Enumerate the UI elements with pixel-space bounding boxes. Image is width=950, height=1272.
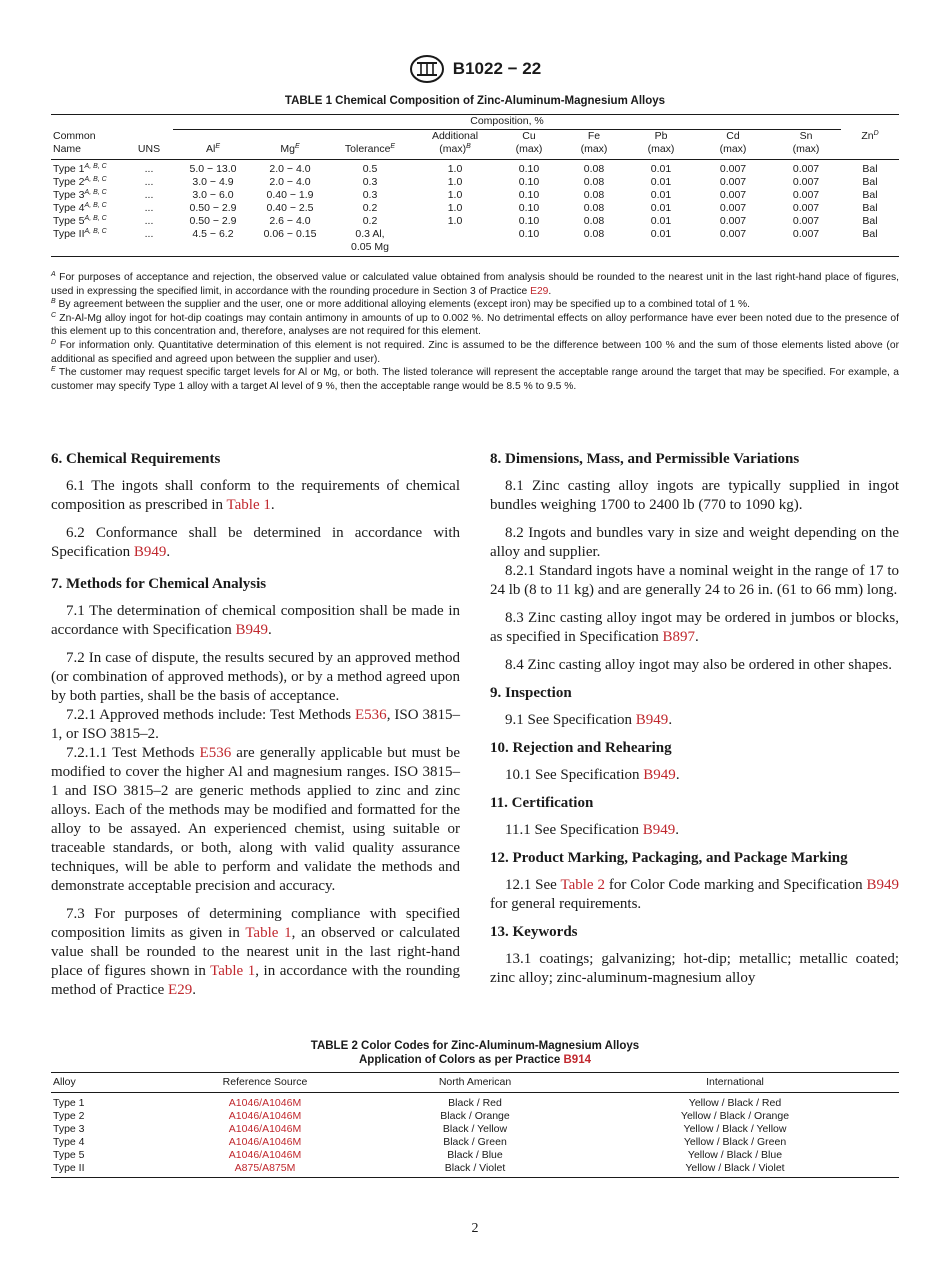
link-table-1[interactable]: Table 1	[245, 925, 292, 941]
table2-col-international: International	[571, 1073, 899, 1093]
link-e536[interactable]: E536	[199, 745, 232, 761]
table1-composition	[51, 114, 899, 257]
document-header	[0, 54, 950, 84]
section-13-heading: 13. Keywords	[490, 924, 578, 940]
para-7-2-1-1: 7.2.1.1 Test Methods E536 are generally applicable but must be modified to cover the higher Al and magnesium ranges. ISO 3815–1 and ISO 3815–2 are generic methods applied to zinc and zinc alloys. Each of the methods may be modified and formatted for the alloy to be assayed. An experienced chemist, using suitable or traceable standards, or both, along with valid quality assurance techniques, will be able to perform and validate the methods and demonstrate acceptable precision and accuracy.	[51, 745, 460, 894]
para-12-1: 12.1 See Table 2 for Color Code marking and Specification B949 for general requirements.	[490, 877, 899, 912]
link-reference[interactable]: A875/A875M	[234, 1162, 296, 1174]
astm-logo-icon	[409, 54, 445, 84]
table-row: Type 2 A1046/A1046M Black / Orange Yellow / Black / Orange	[53, 1110, 790, 1122]
footnote-e: $^E$ The customer may request specific target levels for Al or Mg, or both. The listed tolerance will represent the acceptable range around the target that may be specified. For example, a customer may specify Type 1 alloy with a target Al level of 9 %, then the acceptable range would be 8.5 % to 9.5 %.	[51, 366, 899, 392]
table1-col-fe: Fe (max)	[561, 130, 627, 160]
table1-col-cd: Cd (max)	[695, 130, 771, 160]
table1-col-zn: $Zn^D$	[841, 130, 899, 160]
table1-col-cu: Cu (max)	[497, 130, 561, 160]
link-b949[interactable]: B949	[642, 822, 676, 838]
link-b949[interactable]: B949	[133, 544, 167, 560]
footnote-a: $^A$ For purposes of acceptance and rejection, the observed value or calculated value obtained from analysis should be rounded to the nearest unit in the last right-hand place of figures, used in expressing the specified limit, in accordance with the rounding procedure in Section 3 of Practice E29.	[51, 271, 899, 297]
table-row: Type $3^{A, B, C}$ ... 3.0 − 6.0 0.40 − 1.9 0.3 1.0 0.10 0.08 0.01 0.007 0.007 Bal	[53, 189, 878, 201]
section-9-heading: 9. Inspection	[490, 685, 572, 701]
para-8-2: 8.2 Ingots and bundles vary in size and weight depending on the alloy and supplier.	[490, 525, 899, 560]
link-b949[interactable]: B949	[643, 767, 676, 783]
para-6-2: 6.2 Conformance shall be determined in accordance with Specification B949.	[51, 525, 460, 560]
table-row: Type 5 A1046/A1046M Black / Blue Yellow / Black / Blue	[53, 1149, 783, 1161]
document-designation: B1022 − 22	[452, 59, 542, 78]
link-reference[interactable]: A1046/A1046M	[228, 1123, 302, 1135]
para-9-1: 9.1 See Specification B949.	[505, 712, 673, 728]
link-reference[interactable]: A1046/A1046M	[228, 1110, 302, 1122]
para-7-2-1: 7.2.1 Approved methods include: Test Methods E536, ISO 3815–1, or ISO 3815–2.	[51, 707, 461, 742]
para-8-1: 8.1 Zinc casting alloy ingots are typically supplied in ingot bundles weighing 1700 to 2400 lb (770 to 1090 kg).	[490, 478, 899, 513]
table1-group-header: Composition, %	[173, 115, 841, 130]
para-10-1: 10.1 See Specification B949.	[505, 767, 680, 783]
table1-col-sn: Sn (max)	[771, 130, 841, 160]
link-e29[interactable]: E29	[530, 285, 549, 297]
table1-col-al: $Al^E$	[173, 130, 253, 160]
table-row: Type II A875/A875M Black / Violet Yellow / Black / Violet	[51, 1162, 899, 1178]
table1-col-common-name: Common Name	[51, 130, 125, 160]
table1-title: TABLE 1 Chemical Composition of Zinc-Aluminum-Magnesium Alloys	[284, 95, 666, 107]
link-b897[interactable]: B897	[662, 629, 695, 645]
para-11-1: 11.1 See Specification B949.	[505, 822, 680, 838]
footnote-b: $^B$ By agreement between the supplier and the user, one or more additional alloying elements (except iron) may be specified up to a combined total of 1 %.	[51, 298, 750, 311]
section-10-heading: 10. Rejection and Rehearing	[490, 740, 672, 756]
table1-col-mg: $Mg^E$	[253, 130, 327, 160]
section-11-heading: 11. Certification	[490, 795, 594, 811]
table-row: Type $1^{A, B, C}$ ... 5.0 − 13.0 2.0 − 4.0 0.5 1.0 0.10 0.08 0.01 0.007 0.007 Bal	[53, 163, 878, 175]
section-12-heading: 12. Product Marking, Packaging, and Package Marking	[490, 850, 848, 866]
para-8-4: 8.4 Zinc casting alloy ingot may also be ordered in other shapes.	[505, 657, 892, 673]
para-7-1: 7.1 The determination of chemical composition shall be made in accordance with Specification B949.	[51, 603, 460, 638]
table-row: Type $4^{A, B, C}$ ... 0.50 − 2.9 0.40 − 2.5 0.2 1.0 0.10 0.08 0.01 0.007 0.007 Bal	[53, 202, 878, 214]
link-e29[interactable]: E29	[168, 982, 193, 998]
table2-col-alloy: Alloy	[51, 1073, 151, 1093]
para-7-2: 7.2 In case of dispute, the results secured by an approved method (or combination of approved methods), or by a method agreed upon by both parties, shall be the basis of acceptance.	[51, 650, 460, 704]
link-table-2[interactable]: Table 2	[560, 877, 605, 893]
table-row: Type $5^{A, B, C}$ ... 0.50 − 2.9 2.6 − 4.0 0.2 1.0 0.10 0.08 0.01 0.007 0.007 Bal	[53, 215, 878, 227]
table1-col-uns: UNS	[125, 130, 173, 160]
page-number: 2	[471, 1221, 479, 1236]
table-row: Type 1 A1046/A1046M Black / Red Yellow / Black / Red	[53, 1097, 782, 1109]
section-7-heading: 7. Methods for Chemical Analysis	[51, 576, 267, 592]
para-13-1: 13.1 coatings; galvanizing; hot-dip; metallic; metallic coated; zinc alloy; zinc-aluminum-magnesium alloy	[490, 951, 899, 986]
table1-col-tolerance: Tolerance$^E$	[327, 130, 413, 160]
right-column	[490, 450, 899, 997]
link-b949[interactable]: B949	[866, 877, 899, 893]
para-6-1: 6.1 The ingots shall conform to the requirements of chemical composition as prescribed in Table 1.	[51, 478, 460, 513]
link-table-1[interactable]: Table 1	[226, 497, 271, 513]
section-8-heading: 8. Dimensions, Mass, and Permissible Variations	[490, 451, 800, 467]
footnote-c: $^C$ Zn-Al-Mg alloy ingot for hot-dip coatings may contain antimony in amounts of up to 0.002 %. No detrimental effects on alloy performance have ever been noted due to the presence of this element up to this concentration and, therefore, analyses are not required for this element.	[51, 311, 899, 338]
table1-footnotes	[51, 271, 899, 393]
link-reference[interactable]: A1046/A1046M	[228, 1097, 302, 1109]
link-e536[interactable]: E536	[355, 707, 387, 723]
table1-col-additional: Additional $(\max)^B$	[413, 130, 497, 160]
link-b949[interactable]: B949	[235, 622, 269, 638]
para-8-3: 8.3 Zinc casting alloy ingot may be ordered in jumbos or blocks, as specified in Specification B897.	[490, 610, 899, 645]
table-row: Type $II^{A, B, C}$ ... 4.5 − 6.2 0.06 − 0.15 0.3 Al, 0.05 Mg 0.10 0.08 0.01 0.007 0.007 Bal	[51, 228, 899, 257]
para-7-3: 7.3 For purposes of determining compliance with specified composition limits as given in Table 1, an observed or calculated value shall be rounded to the nearest unit in the last right-hand place of figures shown in Table 1, in accordance with the rounding method of Practice E29.	[51, 906, 461, 998]
table2-title: TABLE 2 Color Codes for Zinc-Aluminum-Magnesium Alloys Application of Colors as per Practice B914	[310, 1040, 640, 1066]
table-row: Type 4 A1046/A1046M Black / Green Yellow / Black / Green	[53, 1136, 787, 1148]
link-b949[interactable]: B949	[635, 712, 669, 728]
link-b914[interactable]: B914	[563, 1054, 591, 1066]
table2-color-codes	[51, 1072, 899, 1178]
para-8-2-1: 8.2.1 Standard ingots have a nominal weight in the range of 17 to 24 lb (8 to 11 kg) and are generally 24 to 26 in. (61 to 66 mm) long.	[490, 563, 899, 598]
link-reference[interactable]: A1046/A1046M	[228, 1149, 302, 1161]
table2-col-north-american: North American	[379, 1073, 571, 1093]
table1-col-pb: Pb (max)	[627, 130, 695, 160]
section-6-heading: 6. Chemical Requirements	[51, 451, 221, 467]
link-table-1[interactable]: Table 1	[210, 963, 256, 979]
left-column	[51, 450, 460, 1009]
table-row: Type 3 A1046/A1046M Black / Yellow Yellow / Black / Yellow	[53, 1123, 787, 1135]
table-row: Type $2^{A, B, C}$ ... 3.0 − 4.9 2.0 − 4.0 0.3 1.0 0.10 0.08 0.01 0.007 0.007 Bal	[53, 176, 878, 188]
footnote-d: $^D$ For information only. Quantitative determination of this element is not required. Zinc is assumed to be the difference between 100 % and the sum of those elements listed above (or additional as specified and agreed upon between the supplier and user).	[51, 338, 899, 365]
link-reference[interactable]: A1046/A1046M	[228, 1136, 302, 1148]
table2-col-reference: Reference Source	[151, 1073, 379, 1093]
